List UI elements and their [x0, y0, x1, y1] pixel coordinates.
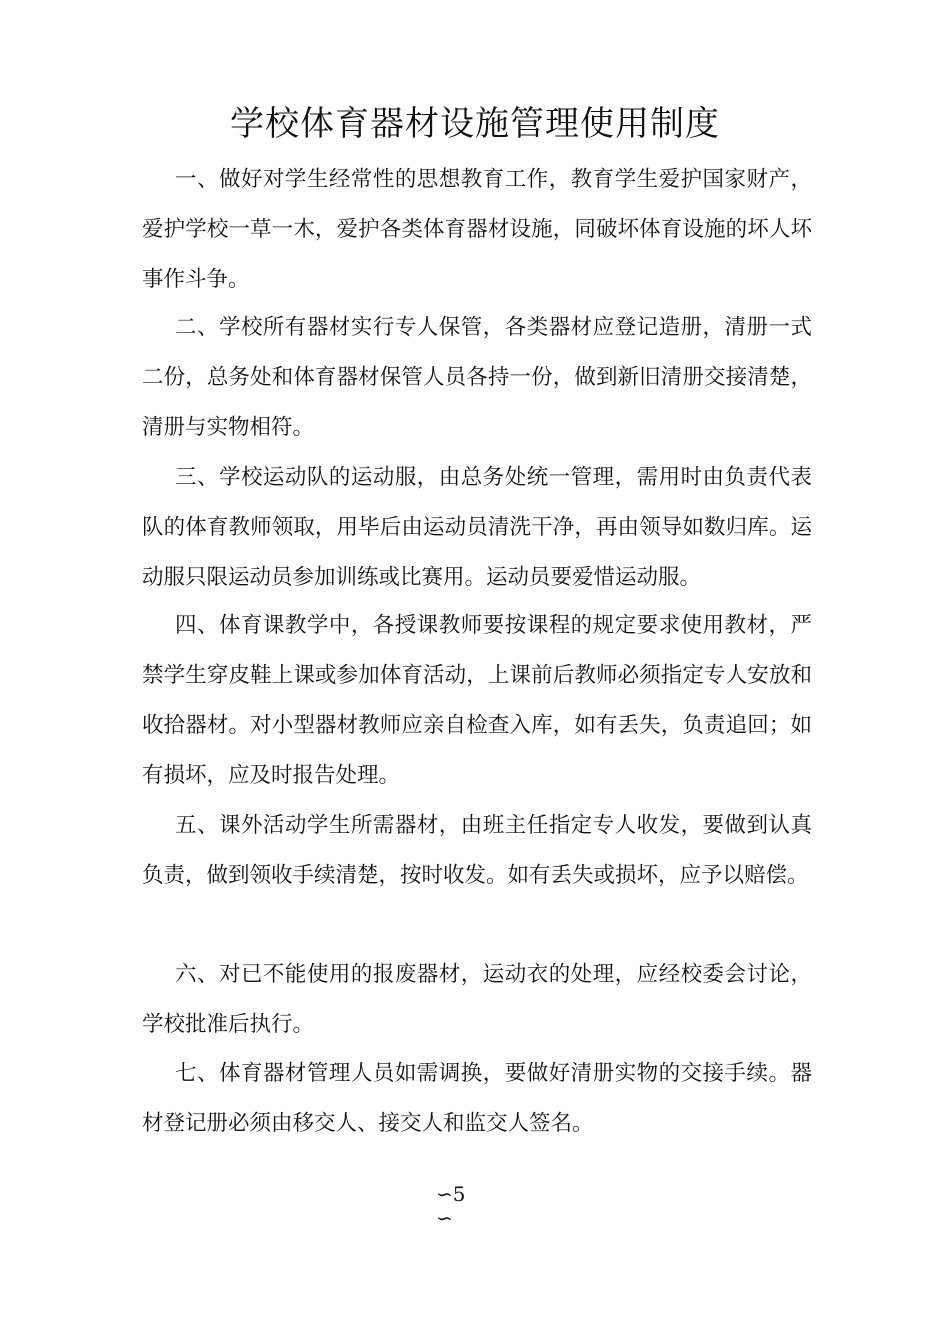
paragraph-7: 七、体育器材管理人员如需调换，要做好清册实物的交接手续。器材登记册必须由移交人、接交人和监交人签名。 [142, 1061, 812, 1136]
paragraph-4: 四、体育课教学中，各授课教师要按课程的规定要求使用教材，严禁学生穿皮鞋上课或参加体育活动，上课前后教师必须指定专人安放和收拾器材。对小型器材教师应亲自检查入库，如有丢失，负责追回；如有损坏，应及时报告处理。 [142, 613, 812, 788]
paragraph-3: 三、学校运动队的运动服，由总务处统一管理，需用时由负责代表队的体育教师领取，用毕后由运动员清洗干净，再由领导如数归库。运动服只限运动员参加训练或比赛用。运动员要爱惜运动服。 [142, 465, 812, 590]
page-number [436, 1182, 476, 1230]
document-title: 学校体育器材设施管理使用制度 [230, 104, 720, 144]
paragraph-5: 五、课外活动学生所需器材，由班主任指定专人收发，要做到认真负责，做到领收手续清楚，按时收发。如有丢失或损坏，应予以赔偿。 [142, 813, 812, 888]
paragraph-2: 二、学校所有器材实行专人保管，各类器材应登记造册，清册一式二份，总务处和体育器材保管人员各持一份，做到新旧清册交接清楚，清册与实物相符。 [142, 315, 812, 440]
page-number-bottom: ∽ [436, 1206, 453, 1230]
page-number-top: ∽5 [436, 1182, 466, 1206]
paragraph-1: 一、做好对学生经常性的思想教育工作，教育学生爱护国家财产，爱护学校一草一木，爱护各类体育器材设施，同破坏体育设施的坏人坏事作斗争。 [142, 167, 812, 292]
paragraph-6: 六、对已不能使用的报废器材，运动衣的处理，应经校委会讨论，学校批准后执行。 [142, 962, 812, 1037]
